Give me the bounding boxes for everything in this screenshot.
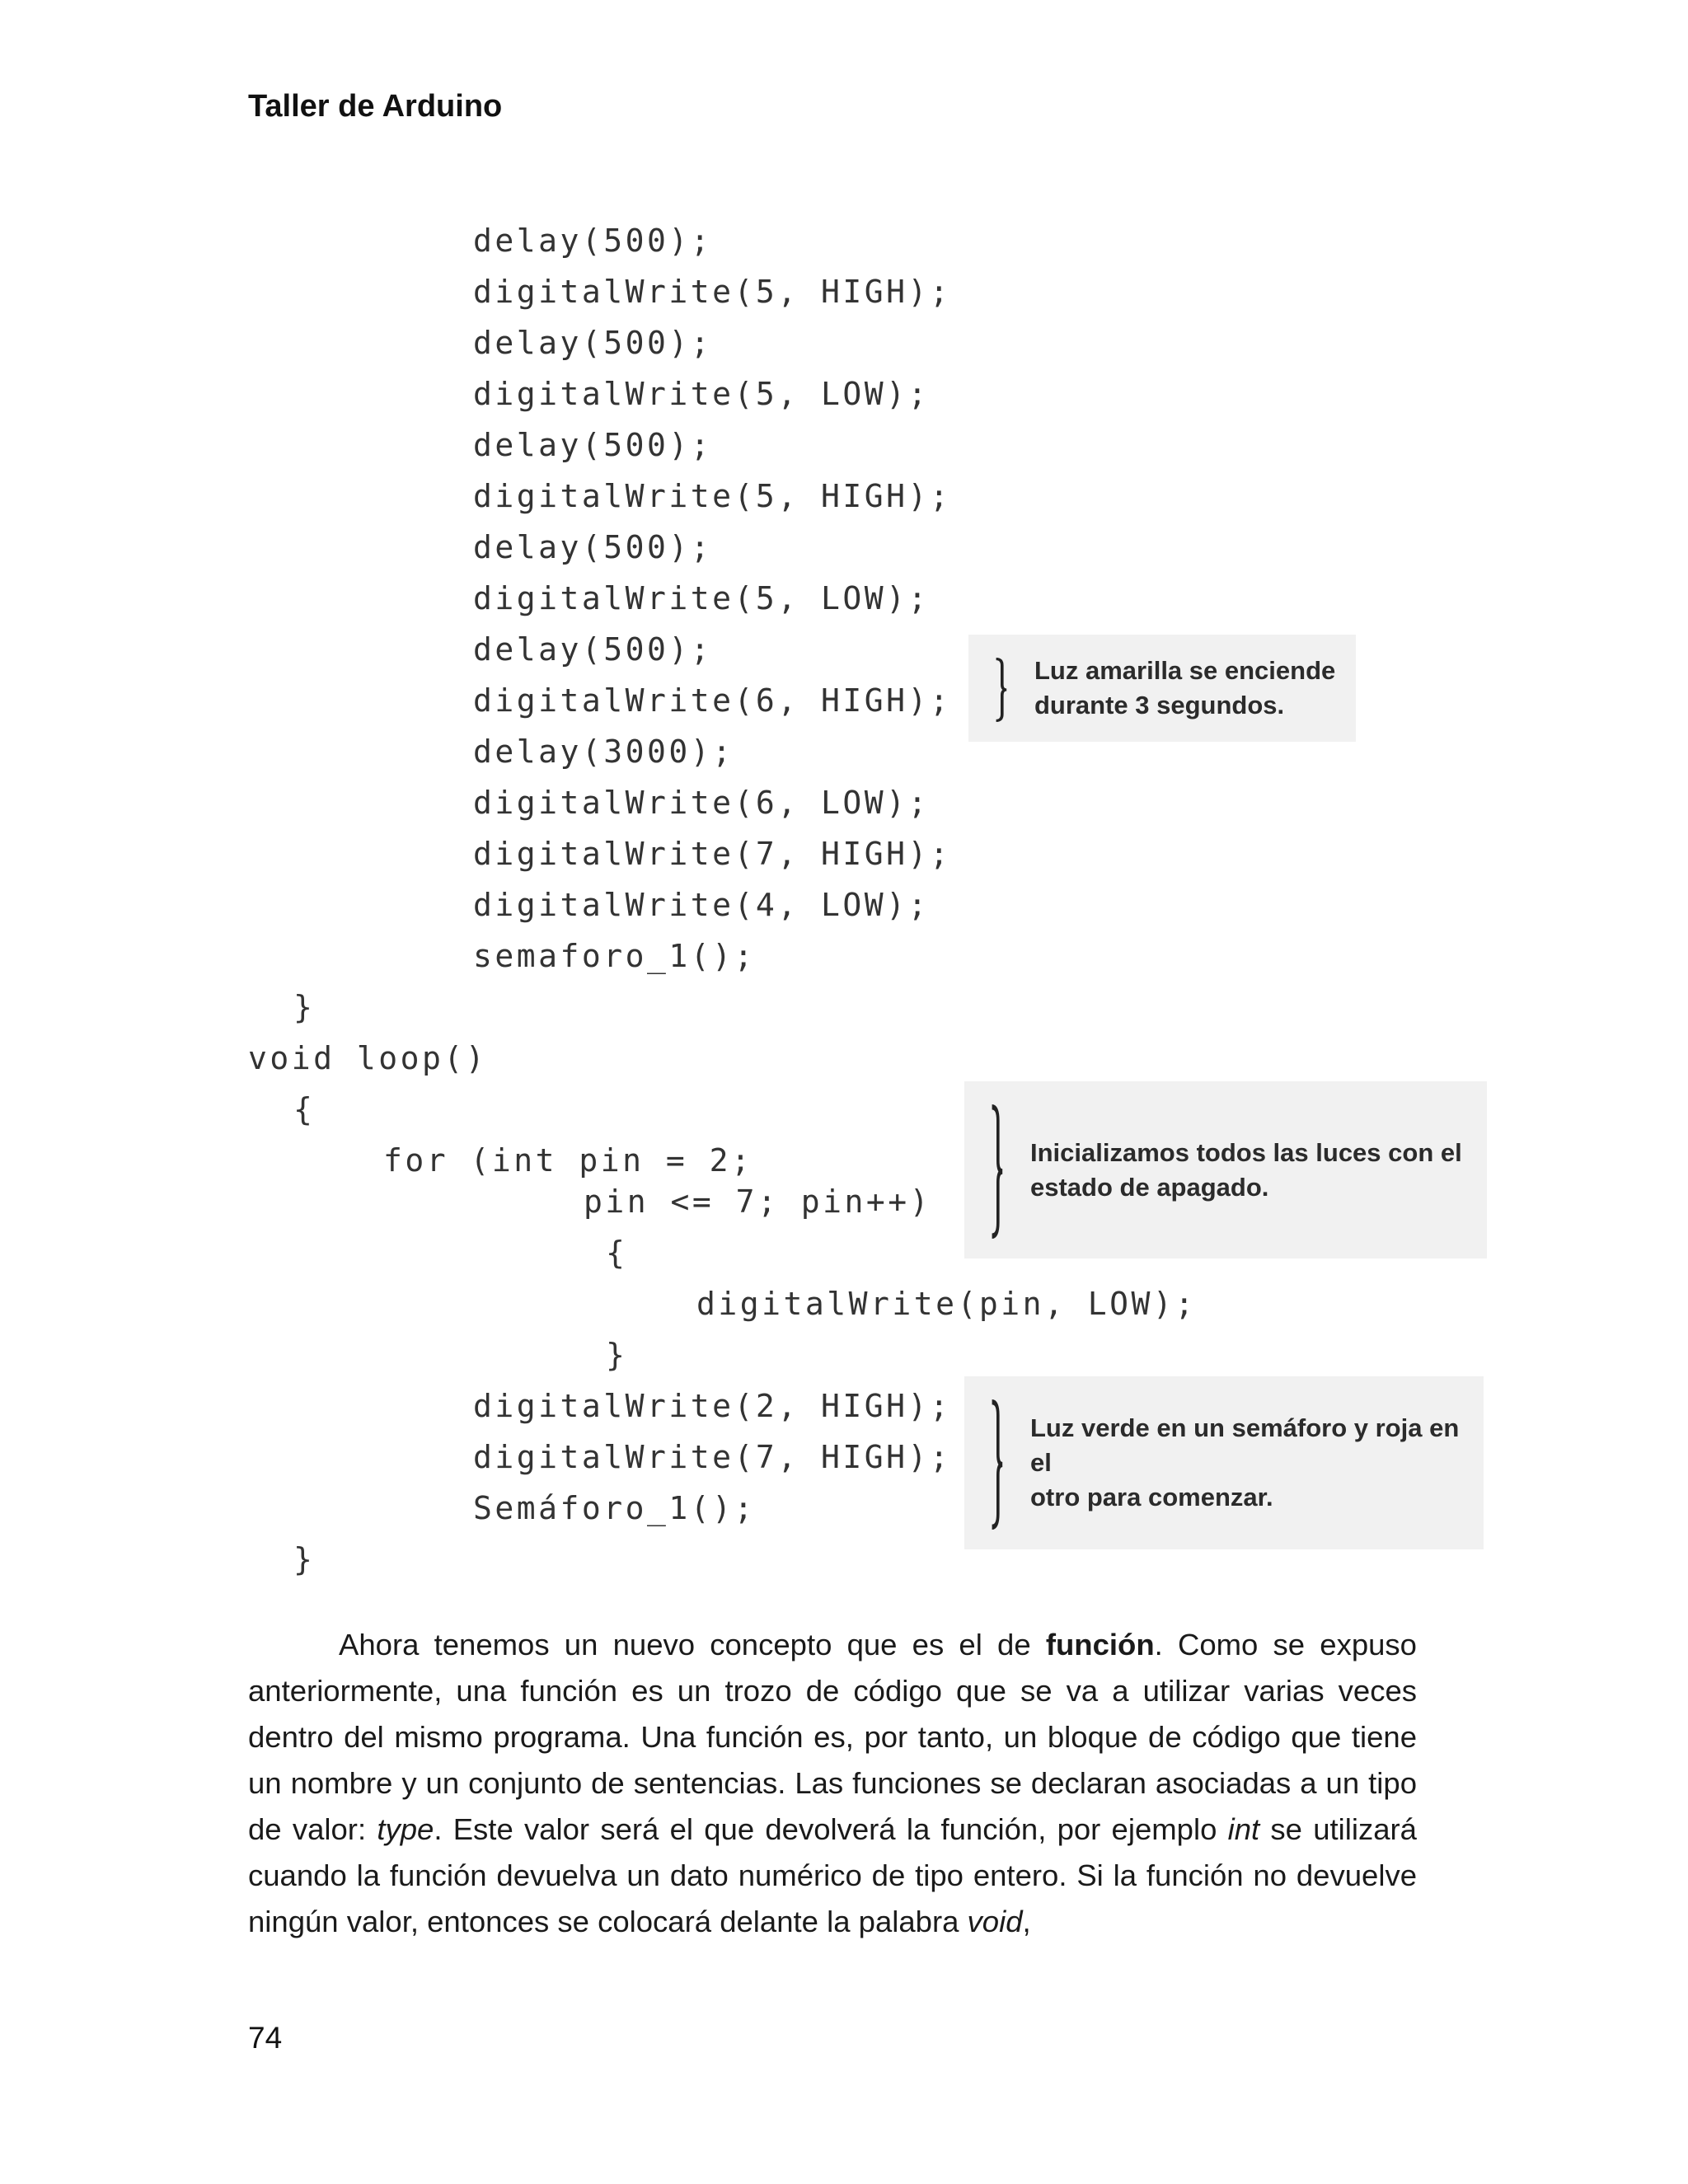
annotation-text: durante 3 segundos. <box>1034 691 1285 719</box>
code-line: } <box>606 1337 628 1373</box>
annotation-text: otro para comenzar. <box>1030 1483 1273 1511</box>
code-line: { <box>606 1235 628 1271</box>
code-line: Semáforo_1(); <box>473 1490 756 1526</box>
code-line: delay(500); <box>473 223 713 259</box>
term-type: type <box>377 1812 434 1846</box>
term-funcion: función <box>1045 1628 1155 1661</box>
code-line: digitalWrite(5, LOW); <box>473 580 930 616</box>
code-line: } <box>293 1541 316 1577</box>
term-void: void <box>967 1905 1023 1938</box>
code-line: digitalWrite(6, HIGH); <box>473 682 952 719</box>
right-brace-icon <box>993 658 1008 722</box>
annotation-text: estado de apagado. <box>1030 1172 1269 1202</box>
code-line: digitalWrite(4, LOW); <box>473 887 930 923</box>
code-line: digitalWrite(7, HIGH); <box>473 836 952 872</box>
annotation-text: Luz amarilla se enciende <box>1034 656 1336 685</box>
code-line: void loop() <box>248 1040 488 1076</box>
page-header: Taller de Arduino <box>248 89 503 124</box>
annotation-text: Luz verde en un semáforo y roja en el <box>1030 1413 1460 1477</box>
code-line: digitalWrite(2, HIGH); <box>473 1388 952 1424</box>
code-line: delay(500); <box>473 427 713 463</box>
code-line: for (int pin = 2; <box>383 1142 753 1179</box>
annotation-yellow-light <box>968 635 1356 742</box>
code-line: digitalWrite(5, LOW); <box>473 376 930 412</box>
page-number: 74 <box>248 2021 283 2055</box>
code-line: } <box>293 989 316 1025</box>
right-brace-icon <box>989 1104 1004 1239</box>
code-line: digitalWrite(pin, LOW); <box>696 1286 1197 1322</box>
body-paragraph: Ahora tenemos un nuevo concepto que es el de función. Como se expuso anteriormente, una función es un trozo de código que se va a utilizar varias veces dentro del mismo programa. Una función es, por tanto, un bloque de código que tiene un nombre y un conjunto de sentencias. Las funciones se declaran asociadas a un tipo de valor: type. Este valor será el que devolverá la función, por ejemplo int se utilizará cuando la función devuelva un dato numérico de tipo entero. Si la función no devuelve ningún valor, entonces se colocará delante la palabra void, <box>248 1628 1417 1938</box>
code-line: delay(500); <box>473 325 713 361</box>
code-line: digitalWrite(5, HIGH); <box>473 478 952 514</box>
term-int: int <box>1227 1812 1260 1846</box>
code-line: delay(500); <box>473 631 713 668</box>
code-line: digitalWrite(6, LOW); <box>473 785 930 821</box>
code-line: semaforo_1(); <box>473 938 756 974</box>
right-brace-icon <box>989 1399 1004 1530</box>
code-line: delay(3000); <box>473 733 734 770</box>
annotation-green-red-light <box>964 1376 1484 1549</box>
annotation-lights-off <box>964 1081 1487 1258</box>
code-line: digitalWrite(7, HIGH); <box>473 1439 952 1475</box>
code-line: delay(500); <box>473 529 713 565</box>
code-line: { <box>293 1091 316 1127</box>
code-line: digitalWrite(5, HIGH); <box>473 274 952 310</box>
code-line: pin <= 7; pin++) <box>584 1183 932 1220</box>
annotation-text: Inicializamos todos las luces con el <box>1030 1137 1462 1167</box>
